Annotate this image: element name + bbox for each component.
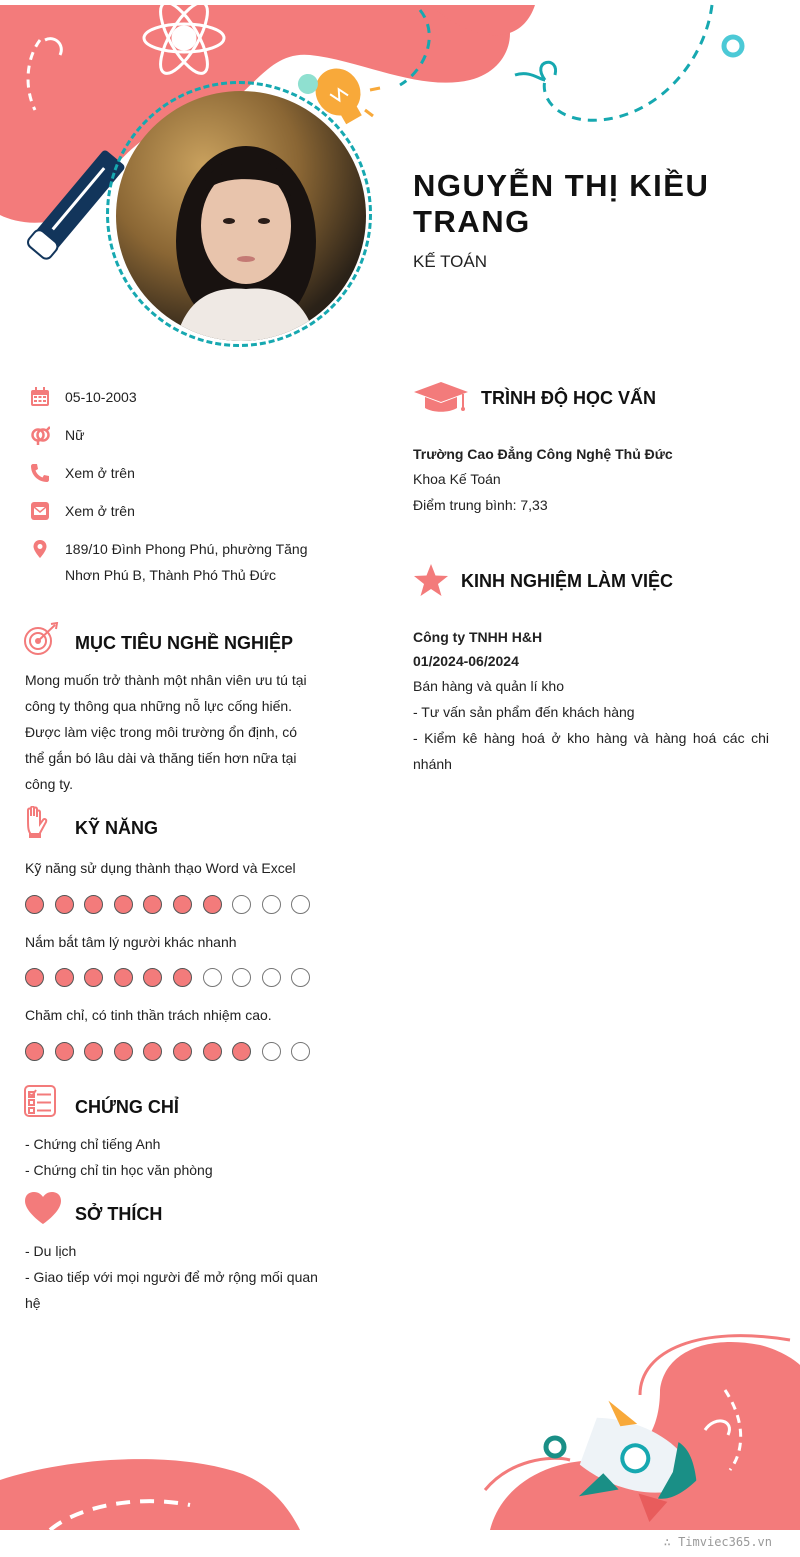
rating-dot-empty: [262, 968, 281, 987]
gender-text: Nữ: [65, 427, 85, 443]
star-icon: [413, 563, 449, 597]
skill-label: Kỹ năng sử dụng thành thạo Word và Excel: [25, 860, 296, 876]
location-pin-icon: [30, 539, 50, 559]
email-text: Xem ở trên: [65, 503, 135, 519]
skills-title: KỸ NĂNG: [75, 818, 159, 838]
job-title: KẾ TOÁN: [413, 252, 488, 271]
candidate-name: NGUYỄN THỊ KIỀU TRANG: [413, 168, 710, 239]
checklist-icon: [24, 1085, 56, 1117]
rating-dot-filled: [25, 1042, 44, 1061]
company-name: Công ty TNHH H&H: [413, 629, 543, 645]
phone-icon: [30, 463, 50, 483]
rating-dot-filled: [114, 895, 133, 914]
rating-dot-filled: [173, 1042, 192, 1061]
work-period: 01/2024-06/2024: [413, 653, 519, 669]
email-icon: [30, 501, 50, 521]
skill-label: Chăm chỉ, có tinh thần trách nhiệm cao.: [25, 1007, 272, 1023]
rating-dot-filled: [25, 968, 44, 987]
gender-icon: [30, 425, 50, 445]
gpa: Điểm trung bình: 7,33: [413, 497, 548, 513]
rating-dot-filled: [203, 1042, 222, 1061]
rating-dot-empty: [262, 1042, 281, 1061]
hobby-item: - Du lịch: [25, 1243, 77, 1259]
hand-icon: [24, 806, 48, 838]
address-text: 189/10 Đình Phong Phú, phường Tăng Nhơn Phú B, Thành Phó Thủ Đức: [65, 541, 308, 583]
rating-dot-filled: [114, 968, 133, 987]
rating-dot-filled: [173, 895, 192, 914]
hobbies-title: SỞ THÍCH: [75, 1204, 163, 1224]
work-duty: - Tư vấn sản phẩm đến khách hàng: [413, 704, 635, 720]
certificates-title: CHỨNG CHỈ: [75, 1097, 179, 1117]
rating-dot-empty: [262, 895, 281, 914]
faculty: Khoa Kế Toán: [413, 471, 501, 487]
rating-dot-filled: [55, 968, 74, 987]
hobby-item: - Giao tiếp với mọi người để mở rộng mối quan hệ: [25, 1269, 318, 1311]
rating-dot-filled: [203, 895, 222, 914]
birthday-text: 05-10-2003: [65, 389, 137, 405]
experience-title: KINH NGHIỆM LÀM VIỆC: [461, 571, 674, 591]
watermark: ∴ Timviec365.vn: [663, 1535, 772, 1549]
skill-label: Nắm bắt tâm lý người khác nhanh: [25, 934, 237, 950]
target-icon: [23, 622, 59, 656]
rating-dot-filled: [114, 1042, 133, 1061]
heart-icon: [24, 1191, 62, 1225]
work-role: Bán hàng và quản lí kho: [413, 678, 565, 694]
phone-text: Xem ở trên: [65, 465, 135, 481]
objective-title: MỤC TIÊU NGHỀ NGHIỆP: [75, 633, 294, 653]
graduation-cap-icon: [413, 380, 469, 414]
work-duty: - Kiểm kê hàng hoá ở kho hàng và hàng hoá các chi nhánh: [413, 730, 769, 772]
rating-dot-empty: [203, 968, 222, 987]
profile-photo: [116, 91, 366, 341]
school-name: Trường Cao Đẳng Công Nghệ Thủ Đức: [413, 446, 673, 462]
education-title: TRÌNH ĐỘ HỌC VẤN: [481, 388, 656, 408]
certificate-item: - Chứng chỉ tin học văn phòng: [25, 1162, 213, 1178]
rating-dot-filled: [55, 895, 74, 914]
objective-text: Mong muốn trở thành một nhân viên ưu tú tại công ty thông qua những nỗ lực cống hiến. Được làm việc trong môi trường ổn định, có thể gắn bó lâu dài và thăng tiến hơn nữa tại công ty.: [25, 672, 307, 792]
rating-dot-filled: [173, 968, 192, 987]
calendar-icon: [30, 387, 50, 407]
rating-dot-filled: [55, 1042, 74, 1061]
certificate-item: - Chứng chỉ tiếng Anh: [25, 1136, 161, 1152]
rating-dot-filled: [25, 895, 44, 914]
